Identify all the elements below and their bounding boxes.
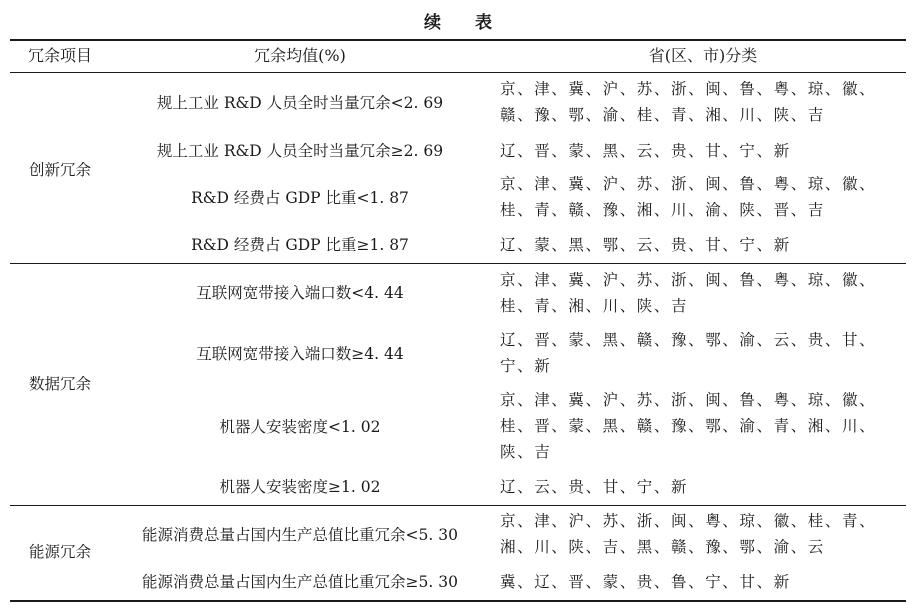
group-divider xyxy=(10,263,906,264)
table-row-provinces: 辽、晋、蒙、黑、赣、豫、鄂、渝、云、贵、甘、宁、新 xyxy=(500,331,877,375)
table-row-provinces: 辽、蒙、黑、鄂、云、贵、甘、宁、新 xyxy=(500,236,791,254)
table-row-provinces: 冀、辽、晋、蒙、贵、鲁、宁、甘、新 xyxy=(500,573,791,591)
table-row-condition: 能源消费总量占国内生产总值比重冗余<5. 30 xyxy=(142,526,458,544)
table-row-condition: 规上工业 R&D 人员全时当量冗余≥2. 69 xyxy=(156,142,444,160)
table-row-condition: R&D 经费占 GDP 比重<1. 87 xyxy=(191,189,409,207)
table-row-provinces: 京、津、沪、苏、浙、闽、粤、琼、徽、桂、青、湘、川、陕、吉、黑、赣、豫、鄂、渝、云 xyxy=(500,512,877,556)
table-row-condition: 互联网宽带接入端口数≥4. 44 xyxy=(196,345,404,363)
table-row-provinces: 京、津、冀、沪、苏、浙、闽、鲁、粤、琼、徽、桂、晋、蒙、黑、赣、豫、鄂、渝、青、湘、川、陕、吉 xyxy=(500,391,877,461)
header-redundancy-item: 冗余项目 xyxy=(27,46,92,65)
group-label-data: 数据冗余 xyxy=(28,375,91,393)
group-label-innovation: 创新冗余 xyxy=(28,161,91,179)
top-rule xyxy=(10,39,906,41)
group-label-energy: 能源冗余 xyxy=(28,543,91,561)
table-row-condition: 规上工业 R&D 人员全时当量冗余<2. 69 xyxy=(156,94,444,112)
table-row-condition: 能源消费总量占国内生产总值比重冗余≥5. 30 xyxy=(142,573,458,591)
table-row-condition: 机器人安装密度<1. 02 xyxy=(219,418,381,436)
group-divider xyxy=(10,505,906,506)
table-row-provinces: 京、津、冀、沪、苏、浙、闽、鲁、粤、琼、徽、桂、青、赣、豫、湘、川、渝、陕、晋、吉 xyxy=(500,175,877,219)
header-rule xyxy=(10,72,906,73)
table-row-provinces: 辽、晋、蒙、黑、云、贵、甘、宁、新 xyxy=(500,142,791,160)
table-row-condition: R&D 经费占 GDP 比重≥1. 87 xyxy=(191,236,409,254)
table-row-provinces: 京、津、冀、沪、苏、浙、闽、鲁、粤、琼、徽、赣、豫、鄂、渝、桂、青、湘、川、陕、吉 xyxy=(500,80,877,124)
table-title: 续表 xyxy=(424,13,526,33)
header-province-class: 省(区、市)分类 xyxy=(648,46,758,65)
table-row-provinces: 辽、云、贵、甘、宁、新 xyxy=(500,478,689,496)
table-row-provinces: 京、津、冀、沪、苏、浙、闽、鲁、粤、琼、徽、桂、青、湘、川、陕、吉 xyxy=(500,271,877,315)
table-row-condition: 互联网宽带接入端口数<4. 44 xyxy=(196,284,404,302)
bottom-rule xyxy=(10,600,906,602)
table-row-condition: 机器人安装密度≥1. 02 xyxy=(219,478,381,496)
header-redundancy-mean: 冗余均值(%) xyxy=(254,46,346,65)
